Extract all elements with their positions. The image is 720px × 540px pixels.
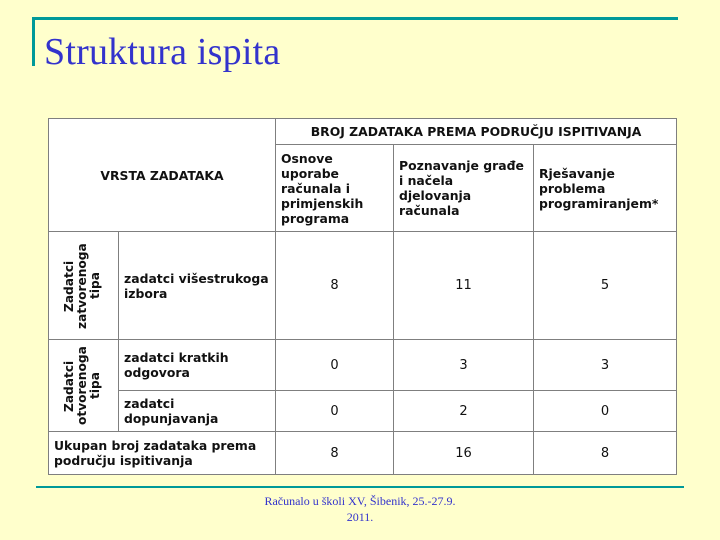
exam-structure-table: [48, 118, 677, 475]
slide-title: Struktura ispita: [44, 31, 281, 73]
group-label-cell: [49, 232, 119, 340]
table-cell: 0: [276, 340, 394, 391]
slide-footer: [230, 493, 490, 525]
table-cell: 11: [394, 232, 534, 340]
group-label-cell: [49, 340, 119, 432]
table-cell: 3: [394, 340, 534, 391]
row-label: zadatci dopunjavanja: [119, 391, 276, 432]
total-cell: 8: [534, 432, 677, 475]
table-row: [49, 232, 677, 340]
total-row: [49, 432, 677, 475]
table-cell: 3: [534, 340, 677, 391]
group-label: Zadatci zatvorenoga tipa: [61, 242, 102, 329]
table-row: [49, 391, 677, 432]
table-cell: 2: [394, 391, 534, 432]
group-label: Zadatci otvorenoga tipa: [61, 346, 102, 425]
total-label: Ukupan broj zadataka prema području ispitivanja: [49, 432, 276, 475]
bottom-rule: [36, 486, 684, 488]
footer-line: 2011.: [346, 510, 374, 524]
header-areas: BROJ ZADATAKA PREMA PODRUČJU ISPITIVANJA: [276, 119, 677, 145]
table-cell: 5: [534, 232, 677, 340]
row-label: zadatci kratkih odgovora: [119, 340, 276, 391]
table-cell: 8: [276, 232, 394, 340]
header-task-type: VRSTA ZADATAKA: [49, 119, 276, 232]
table-cell: 0: [534, 391, 677, 432]
left-rule: [32, 17, 35, 66]
total-cell: 8: [276, 432, 394, 475]
table-row: [49, 340, 677, 391]
table-cell: 0: [276, 391, 394, 432]
footer-line: Računalo u školi XV, Šibenik, 25.-27.9.: [264, 494, 456, 508]
column-header: Osnove uporabe računala i primjenskih programa: [276, 145, 394, 232]
row-label: zadatci višestrukoga izbora: [119, 232, 276, 340]
total-cell: 16: [394, 432, 534, 475]
column-header: Rješavanje problema programiranjem*: [534, 145, 677, 232]
top-rule: [32, 17, 678, 20]
column-header: Poznavanje građe i načela djelovanja računala: [394, 145, 534, 232]
